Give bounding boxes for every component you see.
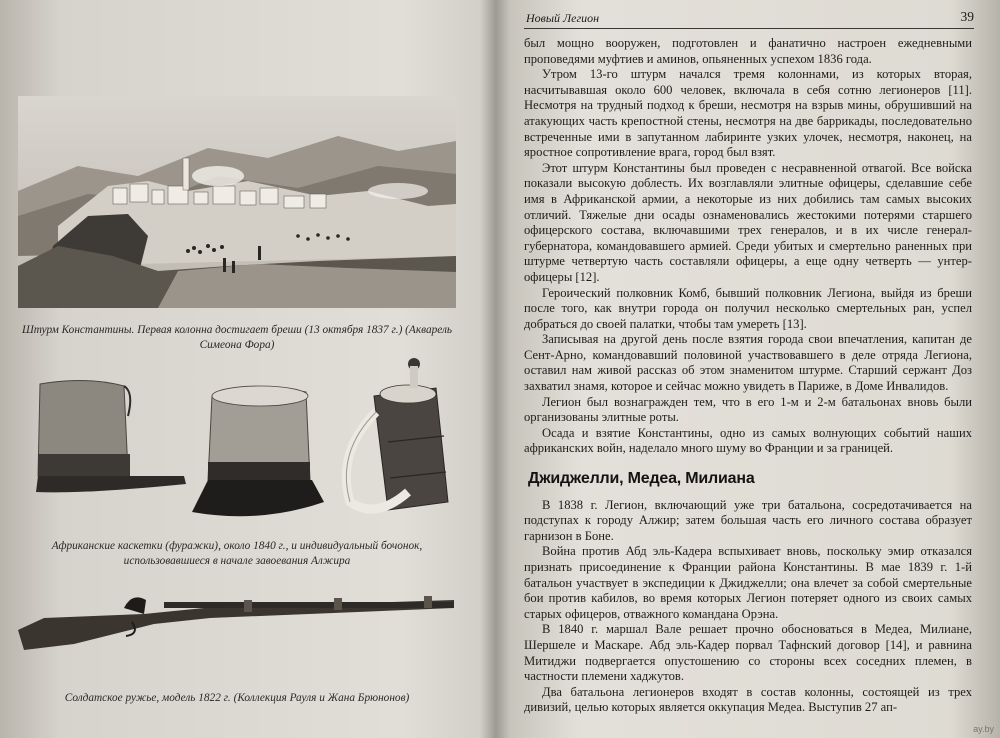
- paragraph: был мощно вооружен, подготовлен и фанатично настроен ежедневными проповедями муфтиев и аминов, опьяненных успехом 1836 года.: [524, 36, 972, 66]
- paragraph: Осада и взятие Константины, одно из самых волнующих событий наших африканских войн, наделало много шуму во Франции и за границей.: [524, 425, 972, 456]
- right-page: [500, 0, 1000, 738]
- page-header: [524, 9, 974, 29]
- paragraph: Записывая на другой день после взятия города свои впечатления, капитан де Сент-Арно, командовавший половиной участвовавшего в деле отряда Легиона, оставил нам живой рассказ об этом знаменитом штурме. Старший сержант Доз захватил знамя, которое и сейчас можно увидеть в Париже, в Доме Инвалидов.: [524, 332, 972, 394]
- assault-caption: Штурм Константины. Первая колонна достигает бреши (13 октября 1837 г.) (Акварель Симеона Фора): [21, 324, 453, 351]
- paragraph: Два батальона легионеров входят в состав колонны, состоящей из трех дивизий, целью которых является оккупация Медеа. Выступив 27 ап-: [524, 684, 972, 715]
- constantine-assault-illustration: [18, 96, 456, 308]
- paragraph: Легион был вознагражден тем, что в его 1-м и 2-м батальонах вновь были организованы элитные роты.: [524, 394, 972, 425]
- canteen-icon: [374, 388, 448, 510]
- paragraph: В 1838 г. Легион, включающий уже три батальона, сосредотачивается на подступах к городу Алжир; затем большая часть его личного состава образует гарнизон в Боне.: [524, 497, 972, 543]
- caps-and-canteen-photo: [16, 352, 454, 534]
- body-text: [524, 36, 972, 716]
- paragraph: Утром 13-го штурм начался тремя колоннами, из которых вторая, насчитывавшая около 600 человек, включала в себя сотню легионеров [11]. Несмотря на трудный подход к бреши, несмотря на взрыв мины, обрушивший на атакующих часть крепостной стены, несмотря на две баррикады, последовательно встреченные ими в запутанном лабиринте узких улочек, несмотря, наконец, на яростное сопротивление врага, город был взят.: [524, 67, 972, 160]
- paragraph: Война против Абд эль-Кадера вспыхивает вновь, поскольку эмир отказался признать присоединение к Франции района Константины. В мае 1839 г. 1-й батальон участвует в экспедиции к Джиджелли; она влечет за собой смертельные бои против кабилов, во время которых Легион потеряет одного из своих самых старых офицеров, отважного командана Орэна.: [524, 544, 972, 621]
- paragraph: Этот штурм Константины был проведен с несравненной отвагой. Все войска показали высокую доблесть. Их возглавляли элитные офицеры, сделавшие себе имя в Африканской армии, а некоторые из них добились там самых высоких отличий. Тяжелые дни осады ознаменовались жестокими потерями старшего офицерского состава, включавшими трех генералов, и в их числе генерал-губернатора, командовавшего армией. Среди убитых и смертельно раненных при штурме четвертую часть составляли офицеры, а еще одну четверть — унтер-офицеры [12].: [524, 160, 972, 284]
- paragraph: Героический полковник Комб, бывший полковник Легиона, выйдя из бреши после того, как внутри города он получил несколько смертельных ран, успел добраться до своей палатки, чтобы там умереть [13].: [524, 285, 972, 331]
- musket-caption: Солдатское ружье, модель 1822 г. (Коллекция Рауля и Жана Брюнонов): [64, 692, 410, 704]
- page-number: 39: [960, 9, 974, 24]
- musket-photo: [14, 578, 456, 658]
- section-heading: Джиджелли, Медеа, Милиана: [528, 470, 755, 488]
- caps-caption: Африканские каскетки (фуражки), около 1840 г., и индивидуальный бочонок, использовавшиеся в начале завоевания Алжира: [51, 540, 423, 567]
- paragraph: В 1840 г. маршал Вале решает прочно обосноваться в Медеа, Милиане, Шершеле и Маскаре. Абд эль-Кадер порвал Тафнский договор [14], и равнина Митиджи подвергается опустошению со стороны всех соседних племен, в частности племени хаджутов.: [524, 622, 972, 684]
- watermark: ay.by: [973, 724, 994, 734]
- left-page: [0, 0, 490, 738]
- running-title: Новый Легион: [526, 11, 600, 25]
